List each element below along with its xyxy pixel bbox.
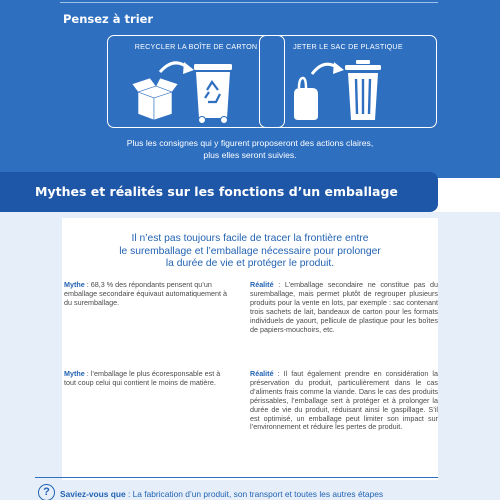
myth-item bbox=[64, 281, 234, 308]
divider bbox=[60, 2, 438, 3]
myth-text: : l’emballage le plus écoresponsable est à tout coup celui qui contient le moins de matière. bbox=[64, 369, 221, 387]
reality-label: Réalité bbox=[250, 369, 274, 378]
reality-label: Réalité bbox=[250, 280, 274, 289]
myth-text: : 68,3 % des répondants pensent qu’un emballage secondaire équivaut automatiquement à du suremballage. bbox=[64, 280, 228, 307]
myths-intro bbox=[70, 233, 430, 271]
did-you-know bbox=[60, 489, 460, 499]
reality-text: : Il faut également prendre en considération la préservation du produit, particulièrement dans le cas d’aliments frais comme la viande. Dans le cas des produits périssables, l’emballage sert à protéger et à prolonger la durée de vie du produit, réduisant ainsi le gaspillage. S’il est optimisé, un emballage peut limiter son impact sur l’environnement et réduire les pertes de produit. bbox=[250, 369, 438, 432]
did-you-know-label: Saviez-vous que bbox=[60, 489, 126, 499]
divider bbox=[35, 477, 438, 478]
intro-line: la durée de vie et protéger le produit. bbox=[165, 258, 335, 270]
reality-text: : L’emballage secondaire ne constitue pas du suremballage, mais permet plutôt de regrouper plusieurs produits pour la vente en lots, par exemple : sac contenant trois sachets de lait, bandeaux de carton pour les formats individuels de yaourt, pellicule de plastique pour les boîtes de papiers-mouchoirs, etc. bbox=[250, 280, 438, 334]
trash-card-label: JETER LE SAC DE PLASTIQUE bbox=[293, 42, 403, 51]
sort-note-line: plus elles seront suivies. bbox=[203, 149, 297, 160]
reality-item bbox=[250, 281, 438, 334]
sort-section-note bbox=[60, 138, 440, 161]
did-you-know-text: : La fabrication d’un produit, son transport et toutes les autres étapes bbox=[125, 489, 384, 499]
myth-label: Mythe bbox=[64, 280, 85, 289]
intro-line: le suremballage et l’emballage nécessaire pour prolonger bbox=[119, 245, 381, 257]
myths-banner bbox=[0, 172, 438, 212]
intro-line: Il n’est pas toujours facile de tracer la frontière entre bbox=[131, 233, 369, 244]
myths-section-title: Mythes et réalités sur les fonctions d’un emballage bbox=[35, 184, 398, 199]
question-icon: ? bbox=[38, 484, 55, 500]
reality-item bbox=[250, 370, 438, 432]
sort-note-line: Plus les consignes qui y figurent proposeront des actions claires, bbox=[126, 138, 374, 148]
myth-item bbox=[64, 370, 234, 388]
myth-label: Mythe bbox=[64, 369, 85, 378]
trash-card bbox=[259, 35, 437, 128]
sort-section-title: Pensez à trier bbox=[63, 12, 154, 26]
trash-can-icon bbox=[260, 54, 438, 126]
recycle-card-label: RECYCLER LA BOÎTE DE CARTON bbox=[134, 42, 258, 51]
